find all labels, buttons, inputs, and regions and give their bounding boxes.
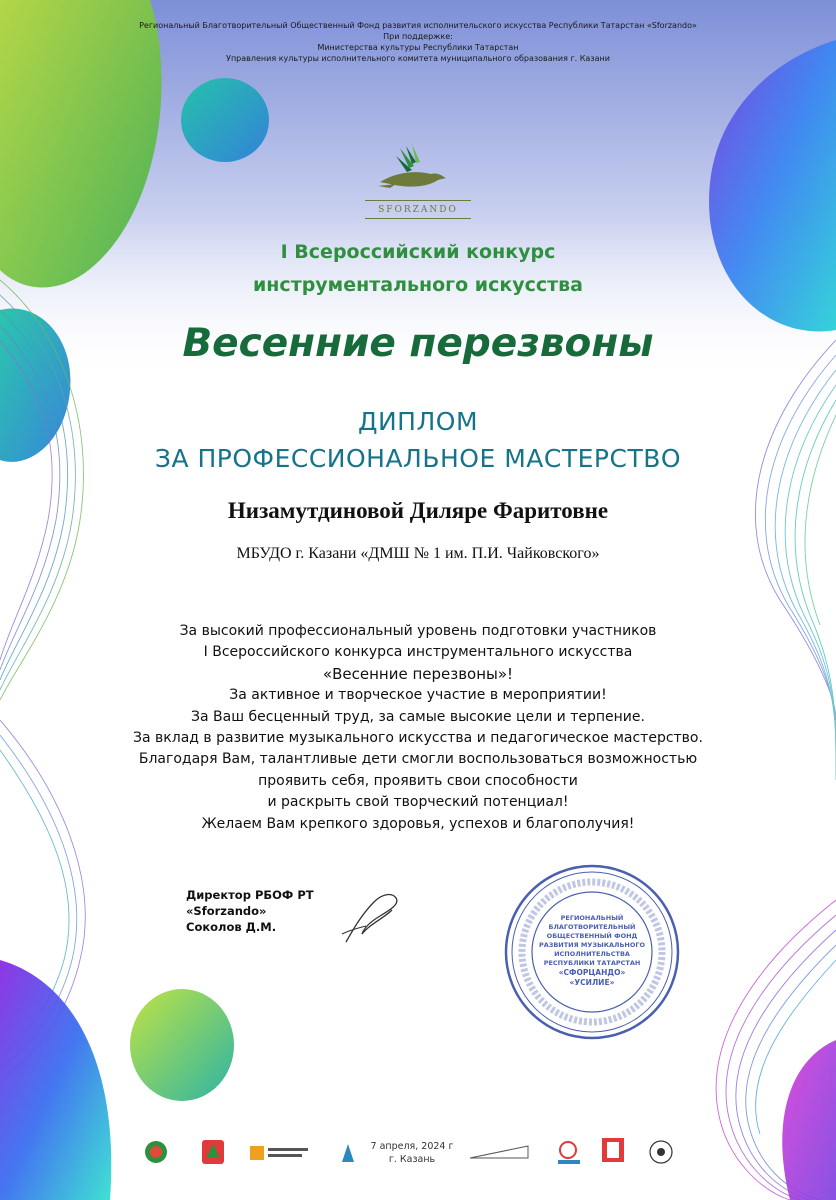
signatory-title: Директор РБОФ РТ [186,888,314,902]
body-line: Желаем Вам крепкого здоровья, успехов и благополучия! [201,815,635,832]
body-line: За высокий профессиональный уровень подготовки участников [179,623,657,639]
body-line: За вклад в развитие музыкального искусства и педагогическое мастерство. [133,730,703,747]
contest-line-2: инструментального искусства [252,274,584,296]
lukoil-logo-icon [602,1138,624,1162]
stamp-text: РАЗВИТИЯ МУЗЫКАЛЬНОГО [538,941,646,949]
foundation-stamp [502,862,682,1042]
stamp-text: «УСИЛИЕ» [569,978,615,987]
header-organization: Региональный Благотворительный Общественный Фонд развития исполнительского искусства Республики Татарстан «Sforzando» [139,21,697,30]
ministry-logo-icon [342,1144,354,1162]
body-line: За Ваш бесценный труд, за самые высокие цели и терпение. [191,708,645,725]
footer-city: г. Казань [388,1154,436,1165]
handwritten-signature-icon [340,888,410,948]
partner-logo-icon [470,1146,528,1158]
footer-date-block [362,1140,462,1166]
stamp-text: «СФОРЦАНДО» [558,968,626,977]
body-line: За активное и творческое участие в мероприятии! [229,687,607,704]
signatory-foundation: «Sforzando» [186,904,267,918]
logo-rule-bottom [365,218,471,219]
sforzando-bird-logo-icon [376,142,462,198]
stamp-text: ОБЩЕСТВЕННЫЙ ФОНД [546,932,638,940]
stamp-text: РЕГИОНАЛЬНЫЙ [560,914,624,922]
header-support-label: При поддержке: [383,32,453,41]
logo-rule [365,200,471,201]
body-line: I Всероссийского конкурса инструментального искусства [203,644,633,661]
body-line: и раскрыть свой творческий потенциал! [267,794,569,811]
recipient-organization: МБУДО г. Казани «ДМШ № 1 им. П.И. Чайковского» [236,545,600,562]
body-line: проявить себя, проявить свои способности [258,772,578,789]
body-line: «Весенние перезвоны»! [322,664,514,683]
ftk-logo-icon [558,1142,580,1164]
logo-wordmark: SFORZANDO [378,205,458,215]
stamp-text: ИСПОЛНИТЕЛЬСТВА [554,950,630,958]
recipient-name: Низамутдиновой Диляре Фаритовне [227,498,609,523]
signature-block [186,887,314,935]
presidential-grants-icon [250,1146,308,1160]
diploma-heading: ДИПЛОМ [357,407,479,436]
tatarstan-emblem-icon [145,1141,167,1163]
header-administration: Управления культуры исполнительного комитета муниципального образования г. Казани [226,54,610,63]
footer-date: 7 апреля, 2024 г [370,1141,454,1152]
partner-emblem-icon [650,1141,672,1163]
header-ministry: Министерства культуры Республики Татарстан [317,43,519,52]
body-line: Благодаря Вам, талантливые дети смогли воспользоваться возможностью [138,751,698,768]
diploma-nomination: ЗА ПРОФЕССИОНАЛЬНОЕ МАСТЕРСТВО [154,444,682,473]
contest-title: Весенние перезвоны [182,321,654,366]
signatory-name: Соколов Д.М. [186,920,277,934]
stamp-text: РЕСПУБЛИКИ ТАТАРСТАН [543,959,641,967]
stamp-text: БЛАГОТВОРИТЕЛЬНЫЙ [548,923,636,931]
body-text [0,621,836,835]
kazan-emblem-icon [202,1140,224,1164]
contest-line-1: I Всероссийский конкурс [280,241,556,263]
